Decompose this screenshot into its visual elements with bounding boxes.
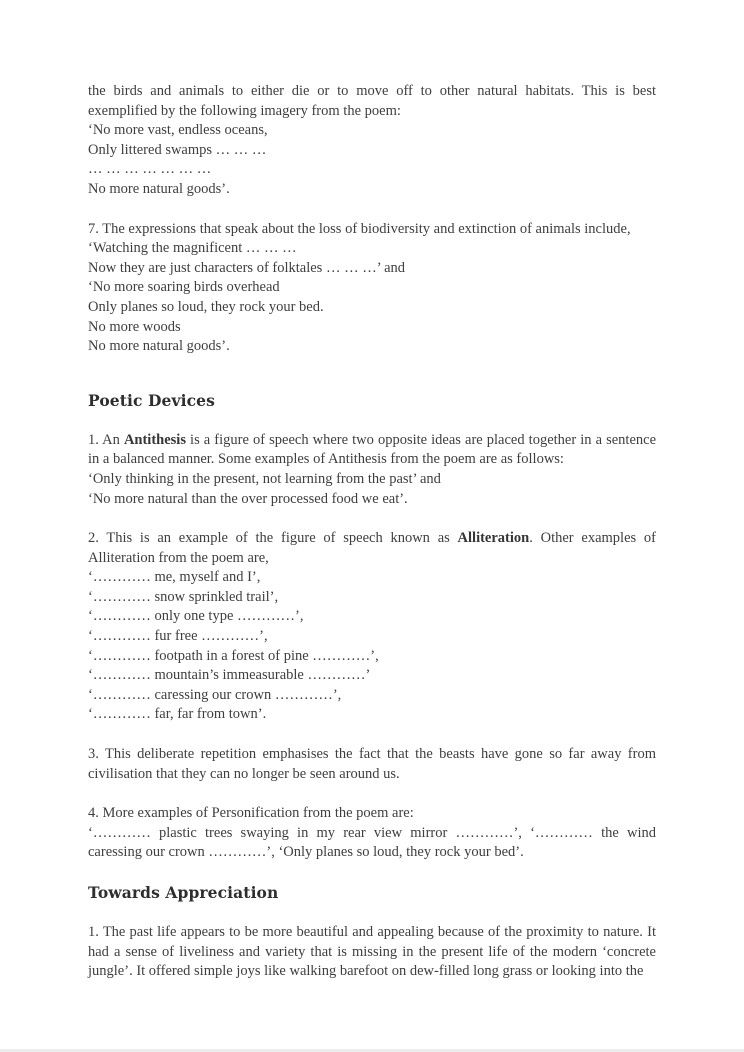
quote-line: ‘………… footpath in a forest of pine …………’, bbox=[88, 647, 379, 664]
section-heading-towards-appreciation: Towards Appreciation bbox=[88, 883, 279, 902]
item-4-block bbox=[88, 804, 656, 863]
body-paragraph: ‘………… plastic trees swaying in my rear view mirror …………’, ‘………… the wind caressing our crown …………’, ‘Only planes so loud, they rock your bed’. bbox=[88, 824, 656, 861]
body-paragraph bbox=[88, 431, 656, 470]
body-paragraph: 1. The past life appears to be more beautiful and appealing because of the proximity to nature. It had a sense of liveliness and variety that is missing in the present life of the modern ‘concrete jungle’. It offered simple joys like walking barefoot on dew-filled long grass or looking into the bbox=[88, 924, 656, 980]
poem-line: No more natural goods’. bbox=[88, 338, 230, 355]
body-paragraph bbox=[88, 529, 656, 568]
quote-line: ‘………… snow sprinkled trail’, bbox=[88, 588, 279, 605]
section-heading-poetic-devices: Poetic Devices bbox=[88, 390, 215, 410]
quote-line: ‘………… caressing our crown …………’, bbox=[88, 686, 342, 703]
item-2-alliteration-block bbox=[88, 529, 656, 725]
paragraph-text: . Other examples of Alliteration from the poem are, bbox=[88, 530, 657, 566]
poem-line: Only planes so loud, they rock your bed. bbox=[88, 298, 324, 315]
quote-line: ‘No more natural than the over processed food we eat’. bbox=[88, 490, 408, 507]
poem-line: No more woods bbox=[88, 318, 181, 335]
body-paragraph: 7. The expressions that speak about the loss of biodiversity and extinction of animals include, bbox=[88, 220, 631, 237]
poem-line: ‘No more soaring birds overhead bbox=[88, 279, 280, 296]
quote-line: ‘………… mountain’s immeasurable …………’ bbox=[88, 667, 371, 684]
paragraph-text: is a figure of speech where two opposite ideas are placed together in a sentence in a balanced manner. Some examples of Antithesis from the poem are as follows: bbox=[88, 431, 657, 468]
item-1-antithesis-block bbox=[88, 431, 656, 509]
quote-line: ‘Only thinking in the present, not learning from the past’ and bbox=[88, 470, 441, 487]
intro-excerpt-block bbox=[88, 82, 656, 200]
quote-line: ‘………… fur free …………’, bbox=[88, 628, 268, 645]
poem-line: ‘No more vast, endless oceans, bbox=[88, 122, 268, 139]
poem-line: No more natural goods’. bbox=[88, 180, 230, 197]
body-paragraph: the birds and animals to either die or to move off to other natural habitats. This is best exemplified by the following imagery from the poem: bbox=[88, 83, 656, 119]
quote-line: ‘………… far, far from town’. bbox=[88, 706, 267, 723]
poem-line: Only littered swamps … … … bbox=[88, 141, 267, 158]
appreciation-1-block bbox=[88, 923, 656, 982]
poem-line: ‘Watching the magnificent … … … bbox=[88, 240, 297, 257]
term-alliteration: Alliteration bbox=[457, 530, 530, 547]
poem-line: Now they are just characters of folktales … … …’ and bbox=[88, 259, 406, 276]
poem-line: … … … … … … … bbox=[88, 161, 212, 178]
item-7-block bbox=[88, 220, 656, 357]
item-3-block bbox=[88, 745, 656, 784]
quote-line: ‘………… only one type …………’, bbox=[88, 608, 304, 625]
quote-line: ‘………… me, myself and I’, bbox=[88, 569, 261, 586]
body-paragraph: 4. More examples of Personification from the poem are: bbox=[88, 805, 414, 822]
body-paragraph: 3. This deliberate repetition emphasises the fact that the beasts have gone so far away from civilisation that they can no longer be seen around us. bbox=[88, 746, 656, 782]
term-antithesis: Antithesis bbox=[123, 431, 186, 448]
paragraph-text: 1. An bbox=[88, 431, 124, 448]
paragraph-text: 2. This is an example of the figure of speech known as bbox=[88, 530, 458, 547]
